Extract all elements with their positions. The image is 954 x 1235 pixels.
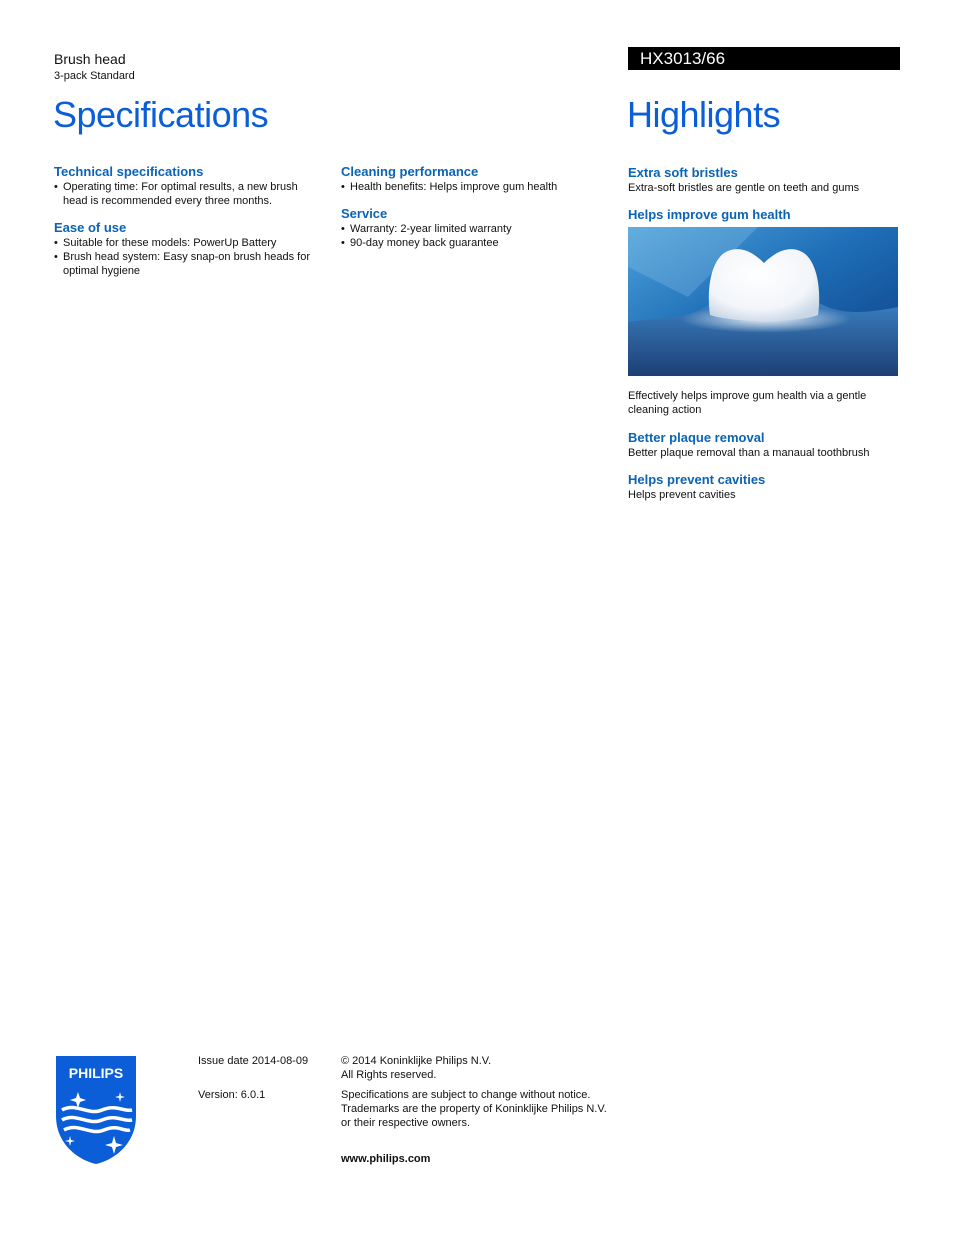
highlight-helps-prevent-cavities [628, 472, 900, 502]
highlight-text: Effectively helps improve gum health via a gentle cleaning action [628, 390, 867, 416]
spec-section-cleaning-performance [341, 164, 606, 194]
copyright-line: © 2014 Koninklijke Philips N.V. [341, 1055, 492, 1067]
logo-brand-text: PHILIPS [68, 1065, 124, 1081]
philips-shield-logo [54, 1054, 138, 1166]
notice-line: or their respective owners. [341, 1117, 470, 1129]
spec-section-service [341, 206, 606, 250]
notice-line: Trademarks are the property of Koninklijke Philips N.V. [341, 1103, 607, 1115]
website-link[interactable]: www.philips.com [341, 1153, 431, 1165]
spec-section-technical [54, 164, 319, 208]
spec-item: • Health benefits: Helps improve gum health [341, 180, 606, 194]
highlight-heading: Helps prevent cavities [628, 472, 766, 487]
highlight-text: Helps prevent cavities [628, 489, 736, 501]
model-number-bar: HX3013/66 [628, 47, 900, 70]
philips-shield-icon [54, 1054, 138, 1166]
spec-item: • Warranty: 2-year limited warranty [341, 222, 606, 236]
highlights-title: Highlights [627, 94, 781, 135]
spec-item: • Suitable for these models: PowerUp Battery [54, 236, 319, 250]
highlight-text: Better plaque removal than a manaual toothbrush [628, 447, 870, 459]
issue-date: Issue date 2014-08-09 [198, 1055, 309, 1067]
legal-notice [341, 1088, 607, 1130]
specifications-title: Specifications [53, 94, 269, 135]
notice-line: Specifications are subject to change without notice. [341, 1089, 591, 1101]
spec-section-ease-of-use [54, 220, 319, 278]
spec-section-heading: Cleaning performance [341, 164, 479, 179]
spec-section-heading: Service [341, 206, 388, 221]
version: Version: 6.0.1 [198, 1089, 266, 1101]
highlight-heading: Better plaque removal [628, 430, 765, 445]
highlight-better-plaque-removal [628, 430, 900, 460]
product-name: Brush head [54, 51, 126, 67]
product-subtitle: 3-pack Standard [54, 70, 135, 82]
spec-item: • 90-day money back guarantee [341, 236, 606, 250]
highlight-extra-soft-bristles [628, 165, 900, 195]
spec-item: • Brush head system: Easy snap-on brush heads for optimal hygiene [54, 250, 319, 278]
highlight-gum-health-heading [628, 207, 900, 222]
highlight-text: Extra-soft bristles are gentle on teeth and gums [628, 182, 860, 194]
gum-health-illustration [628, 227, 898, 376]
highlight-heading: Helps improve gum health [628, 207, 791, 222]
copyright-line: All Rights reserved. [341, 1069, 437, 1081]
spec-section-heading: Technical specifications [54, 164, 204, 179]
spec-section-heading: Ease of use [54, 220, 127, 235]
spec-item: • Operating time: For optimal results, a new brush head is recommended every three months. [54, 180, 319, 208]
tooth-gum-image [628, 227, 898, 376]
highlight-gum-health-text [628, 388, 900, 417]
highlight-heading: Extra soft bristles [628, 165, 738, 180]
copyright [341, 1054, 491, 1082]
